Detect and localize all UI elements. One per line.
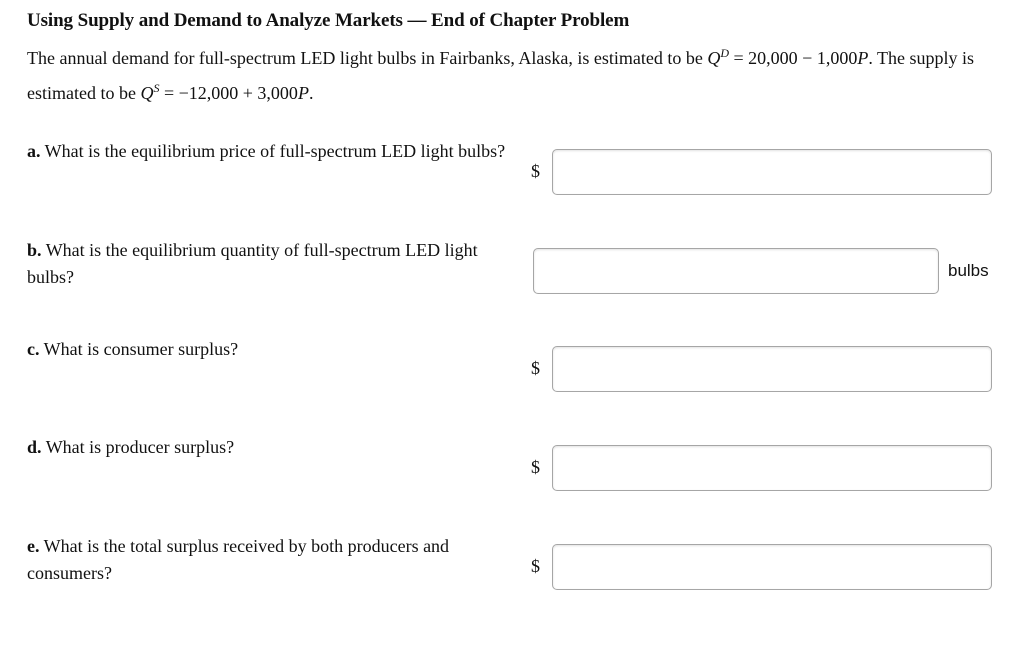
question-c-text: What is consumer surplus? [39, 339, 239, 359]
question-d [27, 434, 507, 461]
demand-equation: = 20,000 − 1,000 [729, 48, 858, 68]
problem-statement [27, 38, 1007, 108]
answer-d-input[interactable] [552, 445, 992, 491]
question-a-dollar-sign: $ [531, 161, 540, 181]
supply-price-var: P [297, 83, 309, 103]
question-e-dollar-sign: $ [531, 556, 540, 576]
question-b-unit: bulbs [948, 261, 989, 280]
supply-suffix: . [308, 83, 314, 103]
answer-a-input[interactable] [552, 149, 992, 195]
question-a-text: What is the equilibrium price of full-spectrum LED light bulbs? [40, 141, 506, 161]
question-e-text: What is the total surplus received by both producers and consumers? [27, 536, 450, 583]
question-c-letter: c. [27, 339, 40, 359]
question-d-letter: d. [27, 437, 42, 457]
question-d-text: What is producer surplus? [41, 437, 235, 457]
question-d-dollar-sign: $ [531, 457, 540, 477]
question-e [27, 533, 507, 587]
question-b-text: What is the equilibrium quantity of full-spectrum LED light bulbs? [27, 240, 478, 287]
supply-equation: = −12,000 + 3,000 [159, 83, 298, 103]
supply-quantity-var: Q [140, 83, 154, 103]
demand-prefix: The annual demand for full-spectrum LED light bulbs in Fairbanks, Alaska, is estimated to be [27, 48, 708, 68]
demand-price-var: P [857, 48, 869, 68]
question-b [27, 237, 507, 291]
answer-e-input[interactable] [552, 544, 992, 590]
question-a-letter: a. [27, 141, 41, 161]
question-e-letter: e. [27, 536, 40, 556]
question-a [27, 138, 507, 165]
question-c [27, 336, 507, 363]
question-b-letter: b. [27, 240, 42, 260]
answer-c-input[interactable] [552, 346, 992, 392]
supply-prefix: . The supply is estimated to be [27, 48, 975, 103]
demand-superscript: D [720, 46, 730, 60]
problem-title: Using Supply and Demand to Analyze Markets — End of Chapter Problem [27, 10, 630, 31]
supply-superscript: S [153, 81, 160, 95]
answer-b-input[interactable] [533, 248, 939, 294]
demand-quantity-var: Q [707, 48, 721, 68]
question-c-dollar-sign: $ [531, 358, 540, 378]
